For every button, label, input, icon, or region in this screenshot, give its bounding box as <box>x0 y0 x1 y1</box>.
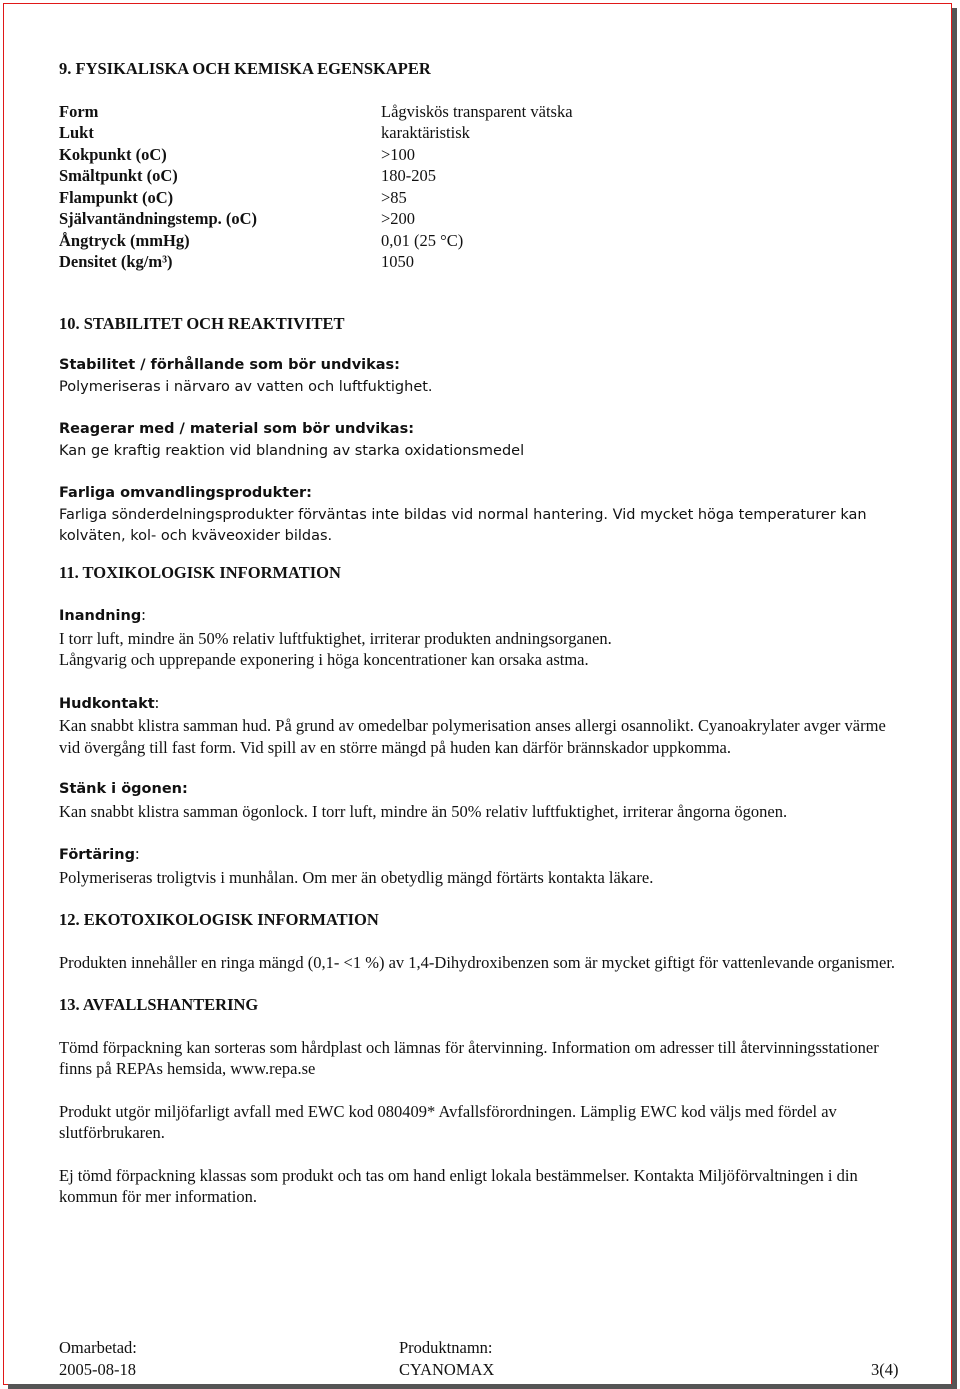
prop-value: 1050 <box>381 252 414 271</box>
revised-date: 2005-08-18 <box>59 1359 136 1379</box>
section-12-title: 12. EKOTOXIKOLOGISK INFORMATION <box>59 910 379 929</box>
waste-text-1: Tömd förpackning kan sorteras som hårdplast och lämnas för återvinning. Information om adresser till återvinningsstationer finns på REPAs hemsida, www.repa.se <box>59 1037 879 1078</box>
prop-key: Smältpunkt (oC) <box>59 166 178 185</box>
eye-text: Kan snabbt klistra samman ögonlock. I torr luft, mindre än 50% relativ luftfuktighet, irriterar ångorna ögonen. <box>59 801 788 821</box>
ingestion-label: Förtäring <box>59 847 135 863</box>
page-footer <box>59 1337 899 1381</box>
hazardous-products-label: Farliga omvandlingsprodukter: <box>59 485 312 501</box>
skin-text: Kan snabbt klistra samman hud. På grund av omedelbar polymerisation anses allergi osannolikt. Cyanoakrylater avger värme vid övergång till fast form. Vid spill av en större mängd på huden kan därför brännskador uppkomma. <box>59 716 886 757</box>
footer-product <box>399 1337 494 1380</box>
product-label: Produktnamn: <box>399 1338 493 1357</box>
properties-table <box>59 101 899 273</box>
inhalation-heading: Inandning: <box>59 605 146 624</box>
prop-value: 0,01 (25 °C) <box>381 230 464 250</box>
waste-text-2: Produkt utgör miljöfarligt avfall med EWC kod 080409* Avfallsförordningen. Lämplig EWC kod väljs med fördel av slutförbrukaren. <box>59 1101 837 1142</box>
page-shadow-bottom <box>8 1384 957 1389</box>
prop-value: Lågviskös transparent vätska <box>381 101 573 121</box>
reactivity-text: Kan ge kraftig reaktion vid blandning av starka oxidationsmedel <box>59 442 525 459</box>
section-9-title: 9. FYSIKALISKA OCH KEMISKA EGENSKAPER <box>59 59 431 78</box>
stability-label: Stabilitet / förhållande som bör undvikas: <box>59 357 400 373</box>
prop-key: Form <box>59 101 99 121</box>
page-shadow-right <box>952 8 957 1387</box>
page-number: 3(4) <box>871 1360 899 1379</box>
ingestion-heading: Förtäring: <box>59 844 140 863</box>
prop-value: karaktäristisk <box>381 123 470 142</box>
prop-value: >100 <box>381 144 416 164</box>
product-name: CYANOMAX <box>399 1359 495 1379</box>
section-11-title: 11. TOXIKOLOGISK INFORMATION <box>59 562 341 582</box>
skin-heading: Hudkontakt: <box>59 692 160 712</box>
prop-key: Självantändningstemp. (oC) <box>59 209 258 228</box>
reactivity-label: Reagerar med / material som bör undvikas: <box>59 421 415 437</box>
prop-key: Kokpunkt (oC) <box>59 144 167 164</box>
hazardous-products-text: Farliga sönderdelningsprodukter förväntas inte bildas vid normal hantering. Vid mycket höga temperaturer kan kolväten, kol- och kväveoxider bildas. <box>59 506 867 544</box>
prop-value: >85 <box>381 187 407 207</box>
ingestion-text: Polymeriseras troligtvis i munhålan. Om mer än obetydlig mängd förtärts kontakta läkare. <box>59 867 654 887</box>
section-10-title: 10. STABILITET OCH REAKTIVITET <box>59 313 345 333</box>
prop-key: Ångtryck (mmHg) <box>59 230 190 250</box>
ecotox-text: Produkten innehåller en ringa mängd (0,1- <1 %) av 1,4-Dihydroxibenzen som är mycket giftigt för vattenlevande organismer. <box>59 952 896 972</box>
document-body <box>59 58 899 1208</box>
footer-revised <box>59 1337 137 1380</box>
prop-value: 180-205 <box>381 166 436 185</box>
prop-key: Densitet (kg/m³) <box>59 252 173 271</box>
prop-value: >200 <box>381 209 416 228</box>
waste-text-3: Ej tömd förpackning klassas som produkt och tas om hand enligt lokala bestämmelser. Kontakta Miljöförvaltningen i din kommun för mer information. <box>59 1165 858 1206</box>
prop-key: Lukt <box>59 123 94 142</box>
skin-label: Hudkontakt <box>59 695 155 712</box>
inhalation-text-2: Långvarig och upprepande exponering i höga koncentrationer kan orsaka astma. <box>59 650 589 669</box>
stability-text: Polymeriseras i närvaro av vatten och luftfuktighet. <box>59 378 433 395</box>
section-13-title: 13. AVFALLSHANTERING <box>59 995 259 1014</box>
revised-label: Omarbetad: <box>59 1338 137 1357</box>
eye-label: Stänk i ögonen: <box>59 781 188 797</box>
inhalation-text-1: I torr luft, mindre än 50% relativ luftfuktighet, irriterar produkten andningsorganen. <box>59 628 612 648</box>
inhalation-label: Inandning <box>59 608 142 624</box>
prop-key: Flampunkt (oC) <box>59 187 174 207</box>
